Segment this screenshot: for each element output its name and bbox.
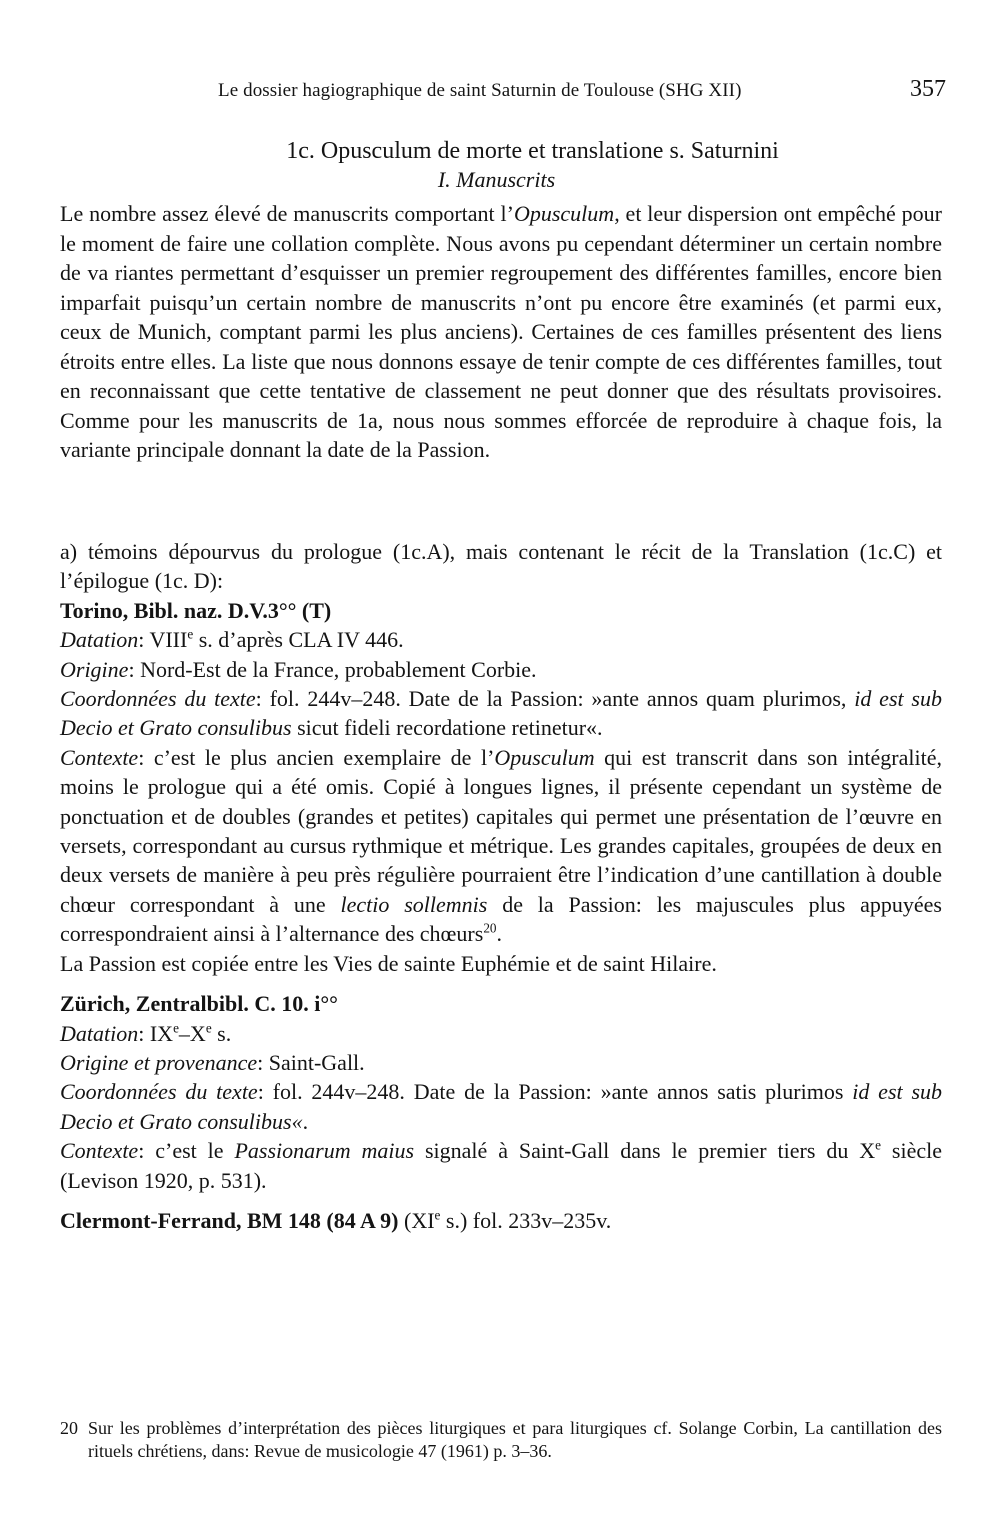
footnote xyxy=(60,1417,942,1463)
contexte-label: Contexte xyxy=(60,1138,139,1164)
origine-provenance-label: Origine et provenance xyxy=(60,1049,258,1075)
torino-datation: Datation: VIIIe s. d’après CLA IV 446. xyxy=(60,626,404,653)
torino-origine: Origine: Nord-Est de la France, probablement Corbie. xyxy=(60,656,537,682)
footnote-ref[interactable]: 20 xyxy=(483,920,497,936)
torino-shelfmark: Torino, Bibl. naz. D.V.3°° (T) xyxy=(60,597,332,623)
origine-label: Origine xyxy=(60,656,129,682)
running-title: Le dossier hagiographique de saint Saturnin de Toulouse (SHG XII) xyxy=(218,80,742,101)
intro-text-1: Le nombre assez élevé de manuscrits comportant l’ xyxy=(60,201,514,226)
section-subtitle: I. Manuscrits xyxy=(437,167,556,192)
clermont-entry: Clermont-Ferrand, BM 148 (84 A 9) (XIe s.) fol. 233v–235v. xyxy=(60,1207,612,1233)
intro-opusculum: Opusculum xyxy=(513,201,615,226)
section-title: 1c. Opusculum de morte et translatione s. Saturnini xyxy=(286,138,779,164)
torino-contexte: Contexte: c’est le plus ancien exemplaire de l’Opusculum qui est transcrit dans son intégralité, moins le prologue qui a été omis. Copié à longues lignes, il présente cependant un système de ponctuation et de doubles (grandes et petites) capitales qui permet une présentation de l’œuvre en versets, correspondant au cursus rythmique et métrique. Les grandes capitales, groupées de deux en deux versets de manière à peu près régulière pourraient être l’indication d’une cantillation à double chœur correspondant à une lectio sollemnis de la Passion: les majuscules plus appuyées correspondraient ainsi à l’alternance des chœurs$^{20}$. xyxy=(60,744,942,947)
witness-list xyxy=(60,537,942,1235)
torino-coordonnees: Coordonnées du texte: fol. 244v–248. Date de la Passion: »ante annos quam plurimos, id est sub Decio et Grato consulibus sicut fideli recordatione retinetur«. xyxy=(60,686,942,741)
group-a-heading: a) témoins dépourvus du prologue (1c.A), mais contenant le récit de la Translation (1c.C) et l’épilogue (1c. D): xyxy=(60,539,942,594)
zurich-datation: Datation: IXe–Xe s. xyxy=(60,1020,232,1046)
zurich-contexte: Contexte: c’est le Passionarum maius signalé à Saint-Gall dans le premier tiers du Xe siècle (Levison 1920, p. 531). xyxy=(60,1137,942,1193)
footnote-text: Sur les problèmes d’interprétation des pièces liturgiques et para liturgiques cf. Solange Corbin, La cantillation des rituels chrétiens, dans: Revue de musicologie 47 (1961) p. 3–36. xyxy=(88,1418,942,1461)
zurich-shelfmark: Zürich, Zentralbibl. C. 10. i°° xyxy=(60,991,338,1017)
torino-placement: La Passion est copiée entre les Vies de sainte Euphémie et de saint Hilaire. xyxy=(60,950,717,976)
footnote-number: 20 xyxy=(60,1418,78,1438)
page-number: 357 xyxy=(910,76,946,102)
running-head xyxy=(60,76,946,110)
datation-label: Datation xyxy=(60,1020,139,1046)
zurich-origine: Origine et provenance: Saint-Gall. xyxy=(60,1049,365,1075)
zurich-coordonnees: Coordonnées du texte: fol. 244v–248. Date de la Passion: »ante annos satis plurimos id est sub Decio et Grato consulibus«. xyxy=(60,1079,943,1134)
clermont-shelfmark: Clermont-Ferrand, BM 148 (84 A 9) xyxy=(60,1207,399,1233)
coordonnees-label: Coordonnées du texte xyxy=(60,1079,258,1105)
intro-paragraph xyxy=(60,199,942,465)
datation-label: Datation xyxy=(60,627,139,653)
contexte-label: Contexte xyxy=(60,744,139,770)
coordonnees-label: Coordonnées du texte xyxy=(60,686,256,712)
intro-text-2: , et leur dispersion ont empêché pour le moment de faire une collation complète. Nous avons pu cependant déterminer un certain nombre de va riantes permettant d’esquisser un premier regroupement des différentes familles, encore bien imparfait puisqu’un certain nombre de manuscrits n’ont pu encore être examinés (et parmi eux, ceux de Munich, comptant parmi les plus anciens). Certaines de ces familles présentent des liens étroits entre elles. La liste que nous donnons essaye de tenir compte de ces différentes familles, tout en reconnaissant que cette tentative de classement ne peut donner que des résultats provisoires. Comme pour les manuscrits de 1a, nous nous sommes efforcée de reproduire à chaque fois, la variante principale donnant la date de la Passion. xyxy=(60,201,942,462)
